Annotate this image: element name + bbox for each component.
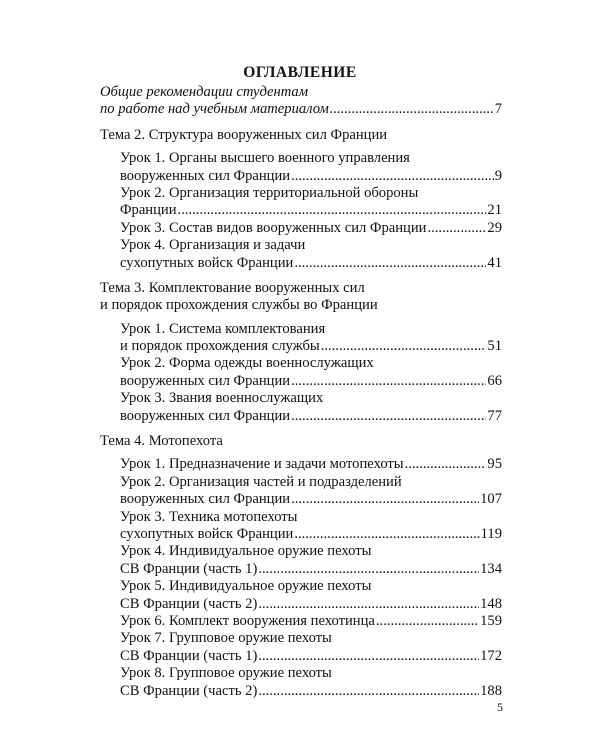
toc-intro-text: Общие рекомендации студентам — [100, 84, 309, 100]
toc-lesson-line — [100, 390, 502, 407]
toc-page-number: 95 — [487, 456, 502, 473]
leader-dots — [291, 168, 494, 185]
toc-lesson-text: Урок 3. Техника мотопехоты — [120, 508, 298, 525]
toc-topic-heading — [100, 280, 502, 297]
toc-lesson-text: Урок 5. Индивидуальное оружие пехоты — [120, 578, 372, 595]
toc-topic-heading — [100, 127, 502, 144]
toc-page-number: 172 — [480, 647, 502, 664]
toc-lesson-entry[interactable] — [100, 683, 502, 700]
leader-dots — [330, 101, 494, 118]
toc-page-number: 148 — [480, 595, 502, 612]
toc-lesson-entry[interactable] — [100, 338, 502, 355]
toc-topics — [100, 119, 502, 700]
toc-lesson-text: Урок 2. Организация территориальной обороны — [120, 184, 419, 201]
toc-lesson-text: сухопутных войск Франции — [120, 254, 294, 271]
leader-dots — [258, 648, 479, 665]
toc-lesson-text: Урок 1. Органы высшего военного управления — [120, 150, 410, 167]
toc-topic-heading — [100, 433, 502, 450]
toc-intro-line1 — [100, 84, 502, 101]
toc-page-number: 134 — [480, 560, 502, 577]
toc-lesson-text: Урок 8. Групповое оружие пехоты — [120, 665, 332, 682]
toc-lesson-line — [100, 665, 502, 682]
toc-page-number: 21 — [487, 202, 502, 219]
toc-lesson-entry[interactable] — [100, 456, 502, 473]
leader-dots — [427, 220, 486, 237]
leader-dots — [258, 561, 479, 578]
leader-dots — [321, 338, 487, 355]
toc-lesson-entry[interactable] — [100, 408, 502, 425]
leader-dots — [294, 255, 486, 272]
leader-dots — [376, 613, 479, 630]
toc-intro-text: по работе над учебным материалом — [100, 101, 329, 118]
toc-topic-text: Тема 2. Структура вооруженных сил Франции — [100, 126, 388, 143]
leader-dots — [291, 373, 486, 390]
toc-lesson-text: СВ Франции (часть 1) — [120, 647, 258, 664]
leader-dots — [258, 596, 479, 613]
page-title: ОГЛАВЛЕНИЕ — [243, 64, 357, 81]
toc-page-number: 188 — [480, 682, 502, 699]
toc-lesson-text: Урок 7. Групповое оружие пехоты — [120, 630, 332, 647]
toc-lesson-entry[interactable] — [100, 202, 502, 219]
toc-page-number: 51 — [487, 338, 502, 355]
toc-lesson-entry[interactable] — [100, 613, 502, 630]
toc-lesson-text: СВ Франции (часть 2) — [120, 682, 258, 699]
toc-lesson-text: вооруженных сил Франции — [120, 167, 291, 184]
leader-dots — [178, 202, 487, 219]
toc-lesson-text: Урок 1. Система комплектования — [120, 320, 326, 337]
toc-lesson-text: Урок 2. Организация частей и подразделений — [120, 473, 402, 490]
toc-page-number: 159 — [480, 612, 502, 629]
toc-lesson-text: Урок 4. Организация и задачи — [120, 237, 306, 254]
toc-page-number: 9 — [494, 167, 502, 184]
toc-page-number: 107 — [480, 491, 502, 508]
toc-lesson-line — [100, 543, 502, 560]
toc-lesson-entry[interactable] — [100, 561, 502, 578]
toc-topic-text: Тема 3. Комплектование вооруженных сил — [100, 279, 365, 296]
leader-dots — [405, 456, 487, 473]
leader-dots — [291, 491, 479, 508]
toc-page-number: 29 — [487, 219, 502, 236]
toc-lesson-text: вооруженных сил Франции — [120, 491, 291, 508]
toc-page-number: 119 — [480, 525, 502, 542]
toc-lesson-line — [100, 355, 502, 372]
toc-lesson-text: Урок 6. Комплект вооружения пехотинца — [120, 612, 375, 629]
toc-lesson-text: Урок 1. Предназначение и задачи мотопехоты — [120, 456, 404, 473]
toc-page-number: 7 — [494, 101, 502, 118]
toc-lesson-entry[interactable] — [100, 491, 502, 508]
toc-topic-text: и порядок прохождения службы во Франции — [100, 297, 378, 314]
toc-lesson-text: Франции — [120, 202, 177, 219]
toc-intro-line2[interactable] — [100, 101, 502, 118]
toc-topic-heading — [100, 297, 502, 314]
toc-lesson-line — [100, 185, 502, 202]
toc-lesson-text: СВ Франции (часть 2) — [120, 595, 258, 612]
toc-lesson-text: сухопутных войск Франции — [120, 525, 294, 542]
leader-dots — [258, 683, 479, 700]
toc-lesson-entry[interactable] — [100, 255, 502, 272]
toc-lesson-text: и порядок прохождения службы — [120, 338, 320, 355]
toc-lesson-text: СВ Франции (часть 1) — [120, 560, 258, 577]
toc-page-number: 41 — [487, 254, 502, 271]
toc-lesson-line — [100, 578, 502, 595]
toc-lesson-entry[interactable] — [100, 168, 502, 185]
toc-lesson-text: Урок 3. Состав видов вооруженных сил Франции — [120, 219, 427, 236]
toc-page-number: 66 — [487, 372, 502, 389]
toc-topic-text: Тема 4. Мотопехота — [100, 433, 223, 450]
toc-lesson-line — [100, 509, 502, 526]
toc-lesson-entry[interactable] — [100, 648, 502, 665]
leader-dots — [294, 526, 479, 543]
toc-lesson-line — [100, 630, 502, 647]
table-of-contents — [100, 84, 502, 700]
toc-lesson-entry[interactable] — [100, 220, 502, 237]
toc-lesson-entry[interactable] — [100, 373, 502, 390]
toc-lesson-text: Урок 3. Звания военнослужащих — [120, 390, 324, 407]
toc-lesson-text: вооруженных сил Франции — [120, 407, 291, 424]
page-number: 5 — [497, 700, 503, 714]
toc-lesson-line — [100, 321, 502, 338]
toc-lesson-text: Урок 2. Форма одежды военнослужащих — [120, 355, 374, 372]
leader-dots — [291, 408, 486, 425]
toc-lesson-text: вооруженных сил Франции — [120, 372, 291, 389]
toc-lesson-line — [100, 474, 502, 491]
toc-lesson-line — [100, 150, 502, 167]
toc-lesson-entry[interactable] — [100, 596, 502, 613]
toc-lesson-line — [100, 237, 502, 254]
toc-lesson-entry[interactable] — [100, 526, 502, 543]
toc-lesson-text: Урок 4. Индивидуальное оружие пехоты — [120, 543, 372, 560]
toc-page-number: 77 — [487, 407, 502, 424]
